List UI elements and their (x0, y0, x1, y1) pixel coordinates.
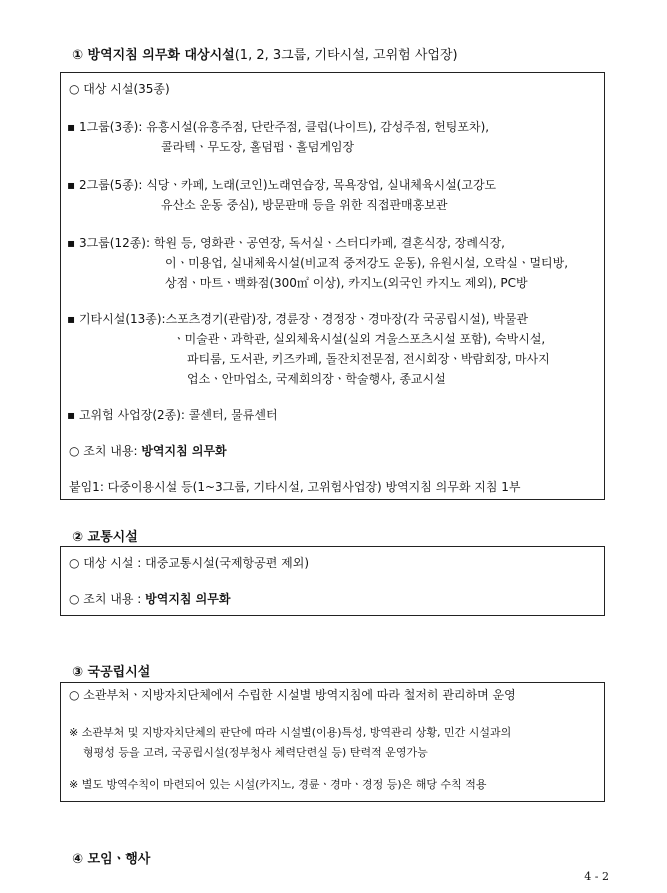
group1-text1: 유흥시설(유흥주점, 단란주점, 클럽(나이트), 감성주점, 헌팅포차), (146, 120, 490, 134)
section1-heading-rest: (1, 2, 3그룹, 기타시설, 고위험 사업장) (234, 48, 458, 63)
section2-measure-value: 방역지침 의무화 (145, 592, 231, 606)
section1-measure (69, 443, 227, 459)
group3-text3: 상점ㆍ마트ㆍ백화점(300㎡ 이상), 카지노(외국인 카지노 제외), PC방 (165, 276, 528, 290)
group2-line1 (67, 177, 496, 193)
etc-label: ▪ 기타시설(13종): (67, 312, 166, 326)
high-risk-label: ▪ 고위험 사업장(2종): (67, 408, 189, 422)
etc-text1: 스포츠경기(관람)장, 경륜장ㆍ경정장ㆍ경마장(각 국공립시설), 박물관 (165, 312, 528, 326)
section1-target: ○ 대상 시설(35종) (69, 82, 170, 96)
attachment-note: 붙임1: 다중이용시설 등(1~3그룹, 기타시설, 고위험사업장) 방역지침 의무화 지침 1부 (69, 480, 521, 494)
section2-heading: ② 교통시설 (72, 530, 138, 545)
page-number: 4 - 2 (584, 870, 609, 883)
section1-measure-value: 방역지침 의무화 (141, 444, 227, 458)
group1-label: ▪ 1그룹(3종): (67, 120, 147, 134)
section4-heading: ④ 모임ㆍ행사 (72, 852, 151, 867)
section3-heading: ③ 국공립시설 (72, 665, 151, 680)
etc-line1 (67, 311, 528, 327)
group3-text2: 이ㆍ미용업, 실내체육시설(비교적 중저강도 운동), 유원시설, 오락실ㆍ멀티방, (165, 256, 569, 270)
etc-text4: 업소ㆍ안마업소, 국제회의장ㆍ학술행사, 종교시설 (187, 372, 446, 386)
group2-text1: 식당ㆍ카페, 노래(코인)노래연습장, 목욕장업, 실내체육시설(고강도 (146, 178, 497, 192)
group2-label: ▪ 2그룹(5종): (67, 178, 147, 192)
section1-heading-bold: ① 방역지침 의무화 대상시설 (72, 48, 235, 63)
section3-line1: ○ 소관부처ㆍ지방자치단체에서 수립한 시설별 방역지침에 따라 철저히 관리하며 운영 (69, 688, 516, 702)
high-risk-text: 콜센터, 물류센터 (188, 408, 278, 422)
section3-note1-line2: 형평성 등을 고려, 국공립시설(정부청사 체력단련실 등) 탄력적 운영가능 (83, 746, 428, 759)
section1-measure-label: ○ 조치 내용: (69, 444, 142, 458)
etc-text3: 파티룸, 도서관, 키즈카페, 돌잔치전문점, 전시회장ㆍ박람회장, 마사지 (187, 352, 550, 366)
section2-measure (69, 591, 230, 607)
section2-target: ○ 대상 시설 : 대중교통시설(국제항공편 제외) (69, 556, 310, 570)
section2-box (60, 546, 605, 616)
group3-text1: 학원 등, 영화관ㆍ공연장, 독서실ㆍ스터디카페, 결혼식장, 장례식장, (153, 236, 505, 250)
section3-box (60, 682, 605, 802)
group1-line1 (67, 119, 489, 135)
high-risk-line (67, 407, 278, 423)
section1-heading (72, 44, 458, 63)
group2-text2: 유산소 운동 중심), 방문판매 등을 위한 직접판매홍보관 (161, 198, 448, 212)
etc-text2: ㆍ미술관ㆍ과학관, 실외체육시설(실외 겨울스포츠시설 포함), 숙박시설, (173, 332, 546, 346)
section3-note2: ※ 별도 방역수칙이 마련되어 있는 시설(카지노, 경륜ㆍ경마ㆍ경정 등)은 해당 수칙 적용 (69, 778, 487, 791)
group3-line1 (67, 235, 505, 251)
section1-box (60, 72, 605, 500)
section2-measure-label: ○ 조치 내용 : (69, 592, 146, 606)
group1-text2: 콜라텍ㆍ무도장, 홀덤펍ㆍ홀덤게임장 (161, 140, 355, 154)
section3-note1-line1: ※ 소관부처 및 지방자치단체의 판단에 따라 시설별(이용)특성, 방역관리 상황, 민간 시설과의 (69, 726, 512, 739)
group3-label: ▪ 3그룹(12종): (67, 236, 154, 250)
